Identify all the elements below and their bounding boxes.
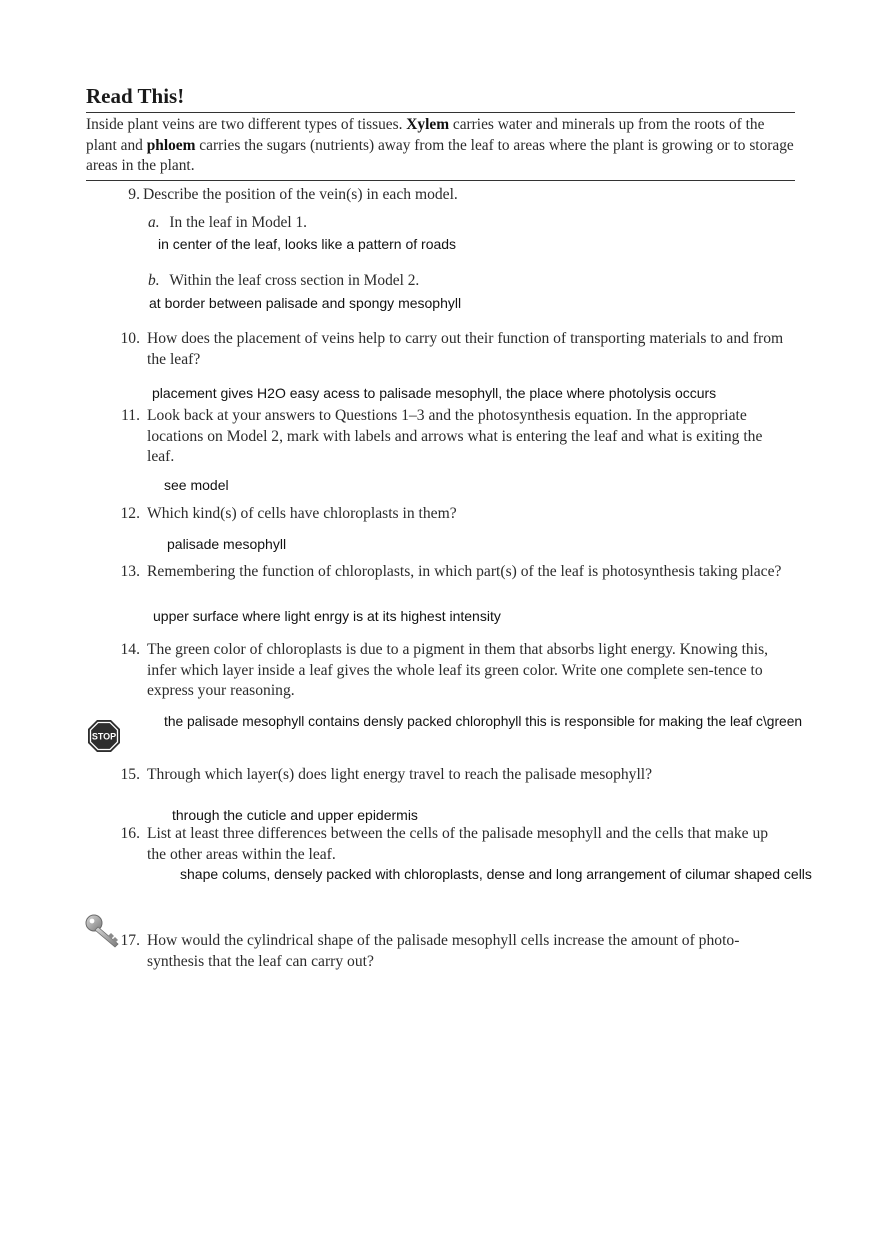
answer-13: upper surface where light enrgy is at its highest intensity [153,608,501,624]
question-number: 11. [121,407,140,424]
answer-9b: at border between palisade and spongy mesophyll [149,295,462,311]
question-text: How would the cylindrical shape of the palisade mesophyll cells increase the amount of photo-synthesis that the leaf can carry out? [147,932,740,970]
question-text: Which kind(s) of cells have chloroplasts in them? [147,505,457,522]
answer-11: see model [164,477,229,493]
sub-text: In the leaf in Model 1. [169,214,308,231]
intro-text-1: Inside plant veins are two different types of tissues. [86,116,407,133]
question-text: Remembering the function of chloroplasts, in which part(s) of the leaf is photosynthesis taking place? [147,563,782,580]
intro-text-2: carries water and minerals up from the roots of the plant and [86,116,765,154]
sub-label: b. [148,272,160,289]
question-number: 14. [120,641,140,658]
answer-10: placement gives H2O easy acess to palisade mesophyll, the place where photolysis occurs [152,385,717,401]
question-number: 12. [120,505,140,522]
answer-12: palisade mesophyll [167,536,287,552]
question-text: Through which layer(s) does light energy travel to reach the palisade mesophyll? [147,766,653,783]
stop-sign-icon [87,719,121,753]
question-text: How does the placement of veins help to carry out their function of transporting materials to and from the leaf? [147,330,784,368]
question-9a [148,214,307,232]
section-heading: Read This! [86,84,185,108]
sub-text: Within the leaf cross section in Model 2. [169,272,420,289]
intro-term-xylem: Xylem [406,116,450,133]
answer-9a: in center of the leaf, looks like a pattern of roads [158,236,457,252]
answer-15: through the cuticle and upper epidermis [172,807,418,823]
question-text: The green color of chloroplasts is due to a pigment in them that absorbs light energy. Knowing this, infer which layer inside a leaf gives the whole leaf its green color. Write one complete sen-tence to express your reasoning. [147,641,769,699]
question-number: 16. [120,825,140,842]
stop-sign-label: STOP [91,731,117,742]
question-text: Describe the position of the vein(s) in each model. [143,186,458,203]
bottom-divider [86,180,795,181]
question-number: 17. [120,932,140,949]
question-text: Look back at your answers to Questions 1–3 and the photosynthesis equation. In the appropriate locations on Model 2, mark with labels and arrows what is entering the leaf and what is exiting the leaf. [147,407,763,465]
question-text: List at least three differences between the cells of the palisade mesophyll and the cells that make up the other areas within the leaf. [147,825,769,863]
question-number: 10. [120,330,140,347]
intro-paragraph [86,115,798,177]
question-number: 13. [120,563,140,580]
sub-label: a. [148,214,160,231]
question-number: 15. [120,766,140,783]
intro-text-3: carries the sugars (nutrients) away from the leaf to areas where the plant is growing or to storage areas in the plant. [86,136,794,174]
question-number: 9. [128,186,140,203]
top-divider [86,112,795,113]
question-9b [148,272,419,290]
intro-term-phloem: phloem [146,136,196,154]
answer-14: the palisade mesophyll contains densly packed chlorophyll this is responsible for making the leaf c\green [164,714,803,729]
answer-16: shape colums, densely packed with chloroplasts, dense and long arrangement of cilumar shaped cells [180,866,812,882]
